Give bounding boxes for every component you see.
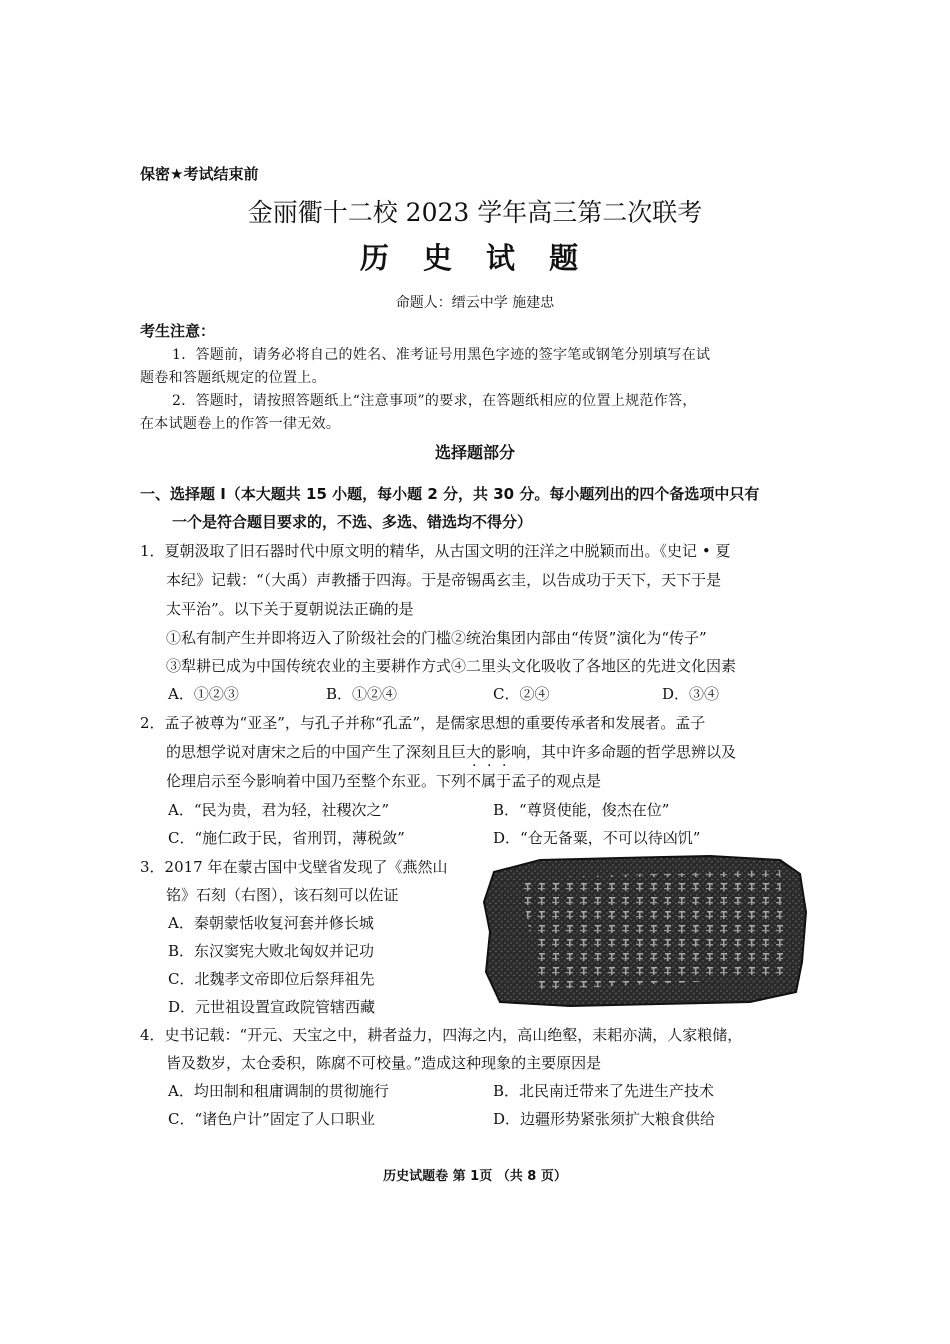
question-1-option-c: C．②④ <box>493 685 550 703</box>
notice-line: 在本试题卷上的作答一律无效。 <box>140 416 341 432</box>
notice-line: 题卷和答题纸规定的位置上。 <box>140 370 326 386</box>
exam-title: 金丽衢十二校 2023 学年高三第二次联考 <box>247 198 703 227</box>
question-3-option-d: D．元世祖设置宣政院管辖西藏 <box>168 998 376 1016</box>
question-4-option-a: A．均田制和租庸调制的贯彻施行 <box>168 1082 389 1100</box>
question-4-text: 皆及数岁，太仓委积，陈腐不可校量。”造成这种现象的主要原因是 <box>166 1054 602 1072</box>
question-4-text: 4．史书记载：“开元、天宝之中，耕者益力，四海之内，高山绝壑，耒耜亦满，人家粮储， <box>140 1026 743 1044</box>
confidential-mark: 保密★考试结束前 <box>140 165 259 183</box>
question-1-text: 1．夏朝汲取了旧石器时代中原文明的精华，从古国文明的汪洋之中脱颖而出。《史记 • 夏 <box>140 542 731 560</box>
notice-heading: 考生注意： <box>140 322 216 340</box>
question-3-option-b: B．东汉窦宪大败北匈奴并记功 <box>168 942 375 960</box>
question-2-text-part: 孟子的观点是 <box>511 772 602 790</box>
question-1-option-a: A．①②③ <box>168 685 239 703</box>
question-4-option-c: C．“诸色户计”固定了人口职业 <box>168 1110 375 1128</box>
section-title: 选择题部分 <box>434 443 515 462</box>
question-2-text <box>166 770 601 791</box>
emphasis-char: 不 <box>466 772 482 790</box>
part-instructions: 一个是符合题目要求的，不选、多选、错选均不得分） <box>172 513 533 531</box>
page-footer: 历史试题卷 第 1页 （共 8 页） <box>383 1169 567 1184</box>
subject-title: 历 史 试 题 <box>359 241 591 275</box>
question-2-option-c: C．“施仁政于民，省刑罚，薄税敛” <box>168 829 405 847</box>
question-1-text: ③犁耕已成为中国传统农业的主要耕作方式④二里头文化吸收了各地区的先进文化因素 <box>166 657 737 675</box>
part-instructions: 一、选择题 I（本大题共 15 小题，每小题 2 分，共 30 分。每小题列出的四个备选项中只有 <box>140 485 760 503</box>
question-2-option-a: A．“民为贵，君为轻，社稷次之” <box>168 801 390 819</box>
question-3-text: 铭》石刻（右图），该石刻可以佐证 <box>166 886 399 904</box>
question-1-option-d: D．③④ <box>662 685 720 703</box>
question-3-text: 3．2017 年在蒙古国中戈壁省发现了《燕然山 <box>140 858 448 876</box>
question-1-text: 太平治”。以下关于夏朝说法正确的是 <box>166 600 414 618</box>
question-1-text: ①私有制产生并即将迈入了阶级社会的门槛②统治集团内部由“传贤”演化为“传子” <box>166 629 707 647</box>
question-4-option-d: D．边疆形势紧张须扩大粮食供给 <box>493 1110 716 1128</box>
question-2-text: 的思想学说对唐宋之后的中国产生了深刻且巨大的影响，其中许多命题的哲学思辨以及 <box>166 743 737 761</box>
question-1-option-b: B．①②④ <box>326 685 398 703</box>
notice-line: 2．答题时，请按照答题纸上“注意事项”的要求，在答题纸相应的位置上规范作答， <box>172 393 697 409</box>
question-3-option-c: C．北魏孝文帝即位后祭拜祖先 <box>168 970 375 988</box>
author-line: 命题人：缙云中学 施建忠 <box>395 295 555 311</box>
question-2-option-d: D．“仓无备粟，不可以待凶饥” <box>493 829 701 847</box>
question-2-text: 2．孟子被尊为“亚圣”，与孔子并称“孔孟”，是儒家思想的重要传承者和发展者。孟子 <box>140 714 706 732</box>
question-2-option-b: B．“尊贤使能，俊杰在位” <box>493 801 670 819</box>
emphasis-char: 属 <box>481 772 497 790</box>
question-1-text: 本纪》记载：“（大禹）声教播于四海。于是帝锡禹玄圭，以告成功于天下，天下于是 <box>166 571 722 589</box>
inscription-rubbing-image <box>480 852 808 1007</box>
question-2-text-part: 伦理启示至今影响着中国乃至整个东亚。下列 <box>166 772 467 790</box>
notice-line: 1．答题前，请务必将自己的姓名、准考证号用黑色字迹的签字笔或钢笔分别填写在试 <box>172 347 711 363</box>
question-4-option-b: B．北民南迁带来了先进生产技术 <box>493 1082 715 1100</box>
question-3-option-a: A．秦朝蒙恬收复河套并修长城 <box>168 914 374 932</box>
emphasis-char: 于 <box>496 772 512 790</box>
